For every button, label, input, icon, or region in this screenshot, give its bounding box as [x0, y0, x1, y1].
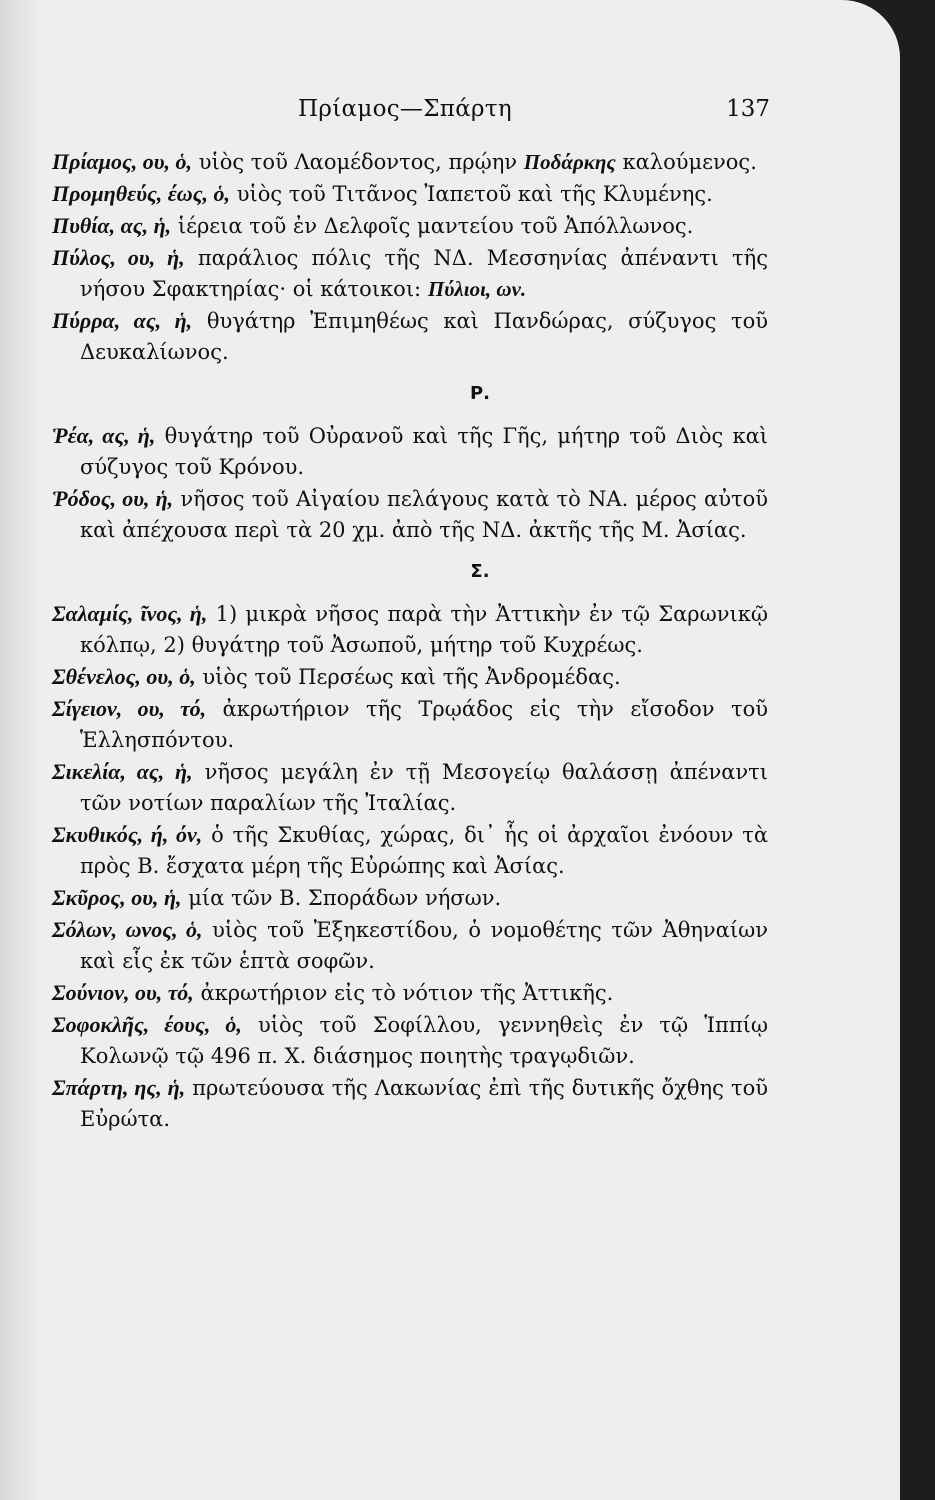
entry-definition: μία τῶν Β. Σποράδων νήσων.: [181, 886, 502, 910]
entry-headword: Σίγειον, ου, τό,: [52, 696, 207, 721]
entry-headword: Σόλων, ωνος, ὁ,: [52, 917, 203, 942]
dictionary-entry: [52, 242, 768, 305]
dictionary-entry: [52, 305, 768, 368]
dictionary-entry: [52, 661, 768, 693]
entry-definition: παράλιος πόλις τῆς ΝΔ. Μεσσηνίας ἀπέναντι τῆς νήσου Σφακτηρίας· οἱ κάτοικοι:: [80, 246, 769, 301]
dictionary-entry: [52, 914, 768, 977]
dictionary-entry: [52, 1009, 768, 1072]
entry-headword: Προμηθεύς, έως, ὁ,: [52, 181, 231, 206]
dictionary-content: [52, 146, 768, 1135]
entry-headword: Σθένελος, ου, ὁ,: [52, 664, 196, 689]
dictionary-entry: [52, 693, 768, 756]
entry-headword: Πύλος, ου, ἡ,: [52, 245, 185, 270]
entry-headword: Πυθία, ας, ἡ,: [52, 213, 172, 238]
entry-definition: θυγάτηρ τοῦ Οὐρανοῦ καὶ τῆς Γῆς, μήτηρ τοῦ Διὸς καὶ σύζυγος τοῦ Κρόνου.: [80, 424, 768, 479]
entry-definition: υἱὸς τοῦ Λαομέδοντος, πρῴην: [192, 150, 524, 174]
entry-headword: Σπάρτη, ης, ἡ,: [52, 1075, 186, 1100]
entry-definition: ἱέρεια τοῦ ἐν Δελφοῖς μαντείου τοῦ Ἀπόλλωνος.: [171, 214, 694, 238]
entry-headword: Πύρρα, ας, ἡ,: [52, 308, 193, 333]
entry-headword: Πρίαμος, ου, ὁ,: [52, 149, 193, 174]
entry-definition: ὁ τῆς Σκυθίας, χώρας, δι᾽ ἧς οἱ ἀρχαῖοι ἐνόουν τὰ πρὸς Β. ἔσχατα μέρη τῆς Εὐρώπης καὶ Ἀσίας.: [80, 823, 768, 878]
dictionary-entry: [52, 483, 768, 546]
entry-definition: νῆσος τοῦ Αἰγαίου πελάγους κατὰ τὸ ΝΑ. μέρος αὐτοῦ καὶ ἀπέχουσα περὶ τὰ 20 χμ. ἀπὸ τῆς ΝΔ. ἀκτῆς τῆς Μ. Ἀσίας.: [80, 487, 768, 542]
running-head: Πρίαμος—Σπάρτη: [298, 96, 512, 122]
dictionary-entry: [52, 756, 768, 819]
entry-definition: ἀκρωτήριον τῆς Τρῳάδος εἰς τὴν εἴσοδον τοῦ Ἑλλησπόντου.: [80, 697, 768, 752]
dictionary-entry: [52, 882, 768, 914]
page-number: 137: [726, 96, 770, 122]
page-header: [40, 96, 770, 132]
section-letter: Ρ.: [469, 383, 491, 404]
entry-definition: υἱὸς τοῦ Περσέως καὶ τῆς Ἀνδρομέδας.: [195, 665, 621, 689]
dictionary-entry: [52, 178, 768, 210]
entry-definition: πρωτεύουσα τῆς Λακωνίας ἐπὶ τῆς δυτικῆς ὄχθης τοῦ Εὐρώτα.: [80, 1076, 768, 1131]
entry-headword: Σικελία, ας, ἡ,: [52, 759, 193, 784]
entry-headword: Σούνιον, ου, τό,: [52, 980, 194, 1005]
entry-definition: υἱὸς τοῦ Τιτᾶνος Ἰαπετοῦ καὶ τῆς Κλυμένης.: [230, 182, 713, 206]
dictionary-entry: [52, 420, 768, 483]
dictionary-entry: [52, 598, 768, 661]
entry-headword: Ῥόδος, ου, ἡ,: [52, 486, 174, 511]
dictionary-entry: [52, 819, 768, 882]
section-letter: Σ.: [470, 561, 490, 582]
dictionary-entry: [52, 210, 768, 242]
entry-definition: 1) μικρὰ νῆσος παρὰ τὴν Ἀττικὴν ἐν τῷ Σαρωνικῷ κόλπῳ, 2) θυγάτηρ τοῦ Ἀσωποῦ, μήτηρ τοῦ Κυχρέως.: [80, 602, 768, 657]
dictionary-entry: [52, 1072, 768, 1135]
entry-definition: υἱὸς τοῦ Σοφίλλου, γεννηθεὶς ἐν τῷ Ἱππίῳ Κολωνῷ τῷ 496 π. Χ. διάσημος ποιητὴς τραγῳδιῶν.: [80, 1013, 768, 1068]
entry-definition: νῆσος μεγάλη ἐν τῇ Μεσογείῳ θαλάσσῃ ἀπέναντι τῶν νοτίων παραλίων τῆς Ἰταλίας.: [80, 760, 769, 815]
entry-emphasis: Πύλιοι, ων.: [427, 277, 527, 301]
entry-headword: Σκῦρος, ου, ἡ,: [52, 885, 182, 910]
entry-headword: Σκυθικός, ή, όν,: [52, 822, 203, 847]
entry-headword: Σαλαμίς, ῖνος, ἡ,: [52, 601, 208, 626]
entry-definition: ἀκρωτήριον εἰς τὸ νότιον τῆς Ἀττικῆς.: [193, 981, 614, 1005]
entry-definition: θυγάτηρ Ἐπιμηθέως καὶ Πανδώρας, σύζυγος τοῦ Δευκαλίωνος.: [80, 309, 768, 364]
entry-definition: υἱὸς τοῦ Ἐξηκεστίδου, ὁ νομοθέτης τῶν Ἀθηναίων καὶ εἷς ἐκ τῶν ἑπτὰ σοφῶν.: [80, 918, 768, 973]
entry-definition-continued: καλούμενος.: [615, 150, 757, 174]
entry-emphasis: Ποδάρκης: [523, 150, 616, 174]
entry-headword: Σοφοκλῆς, έους, ὁ,: [52, 1012, 242, 1037]
entry-headword: Ῥέα, ας, ἡ,: [52, 423, 156, 448]
dictionary-entry: [52, 146, 768, 178]
dictionary-entry: [52, 977, 768, 1009]
